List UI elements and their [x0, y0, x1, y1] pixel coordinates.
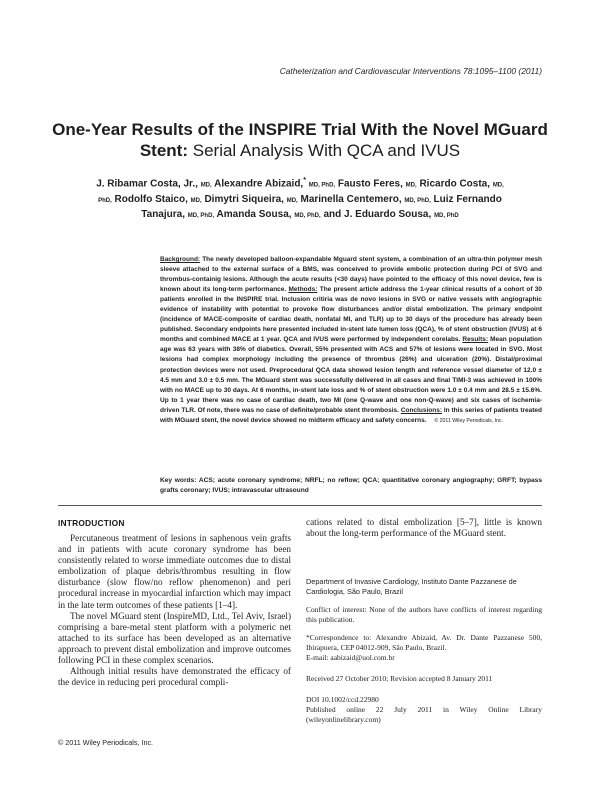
author-degree: MD, PhD,	[404, 197, 431, 204]
author-name: Dimytri Siqueira,	[204, 193, 284, 205]
author-degree: MD, PhD,	[98, 182, 504, 204]
affiliation-note: Department of Invasive Cardiology, Instituto Dante Pazzanese de Cardiologia, São Paulo, Brazil	[306, 577, 517, 596]
publication-note	[306, 695, 542, 725]
title-subtitle: Serial Analysis With QCA and IVUS	[192, 141, 461, 160]
author-name: Luiz Fernando Tanajura,	[141, 193, 502, 220]
abstract-results: Mean population age was 63 years with 38% of diabetics. Overall, 55% presented with ACS and 57% of lesions were located in SVG. Most lesions had complex morphology including the presence of thrombus (26%) and ulceration (20%). Distal/proximal protection devices were not used. Preprocedural QCA data showed lesion length and reference vessel diameter of 12.0 ± 4.5 mm and 3.0 ± 0.5 mm. The MGuard stent was successfully delivered in all cases and final TIMI-3 was achieved in 100% with no MACE up to 30 days. At 6 months, in-stent late loss and % of stent obstruction were 1.0 ± 0.4 mm and 28.5 ± 15.6%. Up to 1 year there was no case of cardiac death, two MI (one Q-wave and one non-Q-wave) and six cases of ischemia-driven TLR. Of note, there was no case of definite/probable stent thrombosis.	[160, 336, 542, 414]
introduction-heading: INTRODUCTION	[58, 518, 125, 528]
abstract-results-label: Results:	[462, 336, 489, 344]
doi: DOI 10.1002/ccd.22980	[306, 695, 379, 704]
conflict-of-interest-note: Conflict of interest: None of the authors have conflicts of interest regarding this publication.	[306, 605, 542, 624]
abstract-methods: The present article address the 1-year clinical results of a cohort of 30 patients enrolled in the INSPIRE trial. Inclusion critiria was de novo lesions in SVG or native vessels with angiographic evidence of instability with potential to provoke flow disturbances and/or distal embolization. The primary endpoint (incidence of MACE-composite of cardiac death, nonfatal MI, and TLR) up to 30 days of the procedure has already been published. Secondary endpoints here presented included in-stent late lumen loss (QCA), % of stent obstruction (IVUS) at 6 months and combined MACE at 1 year. QCA and IVUS were performed by independent corelabs.	[160, 286, 543, 344]
correspondence-address: *Correspondence to: Alexandre Abizaid, Av. Dr. Dante Pazzanese 500, Ibirapuera, CEP 04012-909, São Paulo, Brazil.	[306, 633, 542, 652]
author-degree: MD,	[200, 182, 212, 189]
author-name: Rodolfo Staico,	[114, 193, 188, 205]
published-online: Published online 22 July 2011 in Wiley Online Library (wileyonlinelibrary.com)	[306, 704, 542, 724]
received-note: Received 27 October 2010; Revision accepted 8 January 2011	[306, 674, 493, 683]
author-degree: MD,	[286, 197, 298, 204]
abstract-conclusions: In this series of patients treated with MGuard stent, the novel device showed no midterm efficacy and safety concerns.	[160, 406, 542, 424]
correspondence-note	[306, 633, 542, 663]
abstract-conclusions-label: Conclusions:	[400, 406, 442, 414]
title-main: One-Year Results of the INSPIRE Trial With the Novel MGuard Stent:	[52, 120, 548, 160]
abstract-copyright: © 2011 Wiley Periodicals, Inc.	[434, 417, 503, 424]
section-divider	[58, 505, 542, 506]
abstract	[160, 255, 542, 426]
author-degree: MD, PhD,	[294, 212, 321, 219]
abstract-methods-label: Methods:	[288, 286, 318, 294]
abstract-background: The newly developed balloon-expandable Mguard stent system, a combination of an ultra-thin polymer mesh sleeve attached to the external surface of a BMS, was conceived to provide embolic protection during PCI of SVG and thrombus-containig lesions. Although the acute results (<30 days) have pointed to the efficacy of this novel device, few is known about its long-term performance.	[160, 256, 542, 294]
author-name: and J. Eduardo Sousa,	[323, 208, 432, 220]
footer-copyright: © 2011 Wiley Periodicals, Inc.	[58, 738, 154, 747]
author-degree: MD,	[405, 182, 417, 189]
introduction-left-column	[58, 533, 291, 688]
author-name: J. Ribamar Costa, Jr.,	[96, 178, 198, 190]
intro-paragraph-2: The novel MGuard stent (InspireMD, Ltd., Tel Aviv, Israel) comprising a bare-metal stent platform with a polymeric net attached to its surface has been developed as an alternative approach to prevent distal embolization and improve outcomes following PCI in these complex scenarios.	[58, 610, 291, 666]
author-footnote-mark: *	[303, 177, 306, 184]
author-degree: MD, PhD,	[187, 212, 215, 219]
intro-paragraph-3: Although initial results have demonstrated the efficacy of the device in reducing peri procedural compli-	[58, 666, 291, 688]
author-name: Amanda Sousa,	[216, 208, 292, 220]
correspondence-email: E-mail: aabizaid@uol.com.br	[306, 652, 395, 662]
keywords: Key words: ACS; acute coronary syndrome; NRFL; no reflow; QCA; quantitative coronary angiography; GRFT; bypass grafts coronary; IVUS; intravascular ultrasound	[160, 477, 542, 495]
article-title	[40, 119, 560, 161]
author-name: Marinella Centemero,	[300, 193, 402, 205]
introduction-right-column: cations related to distal embolization [5–7], little is known about the long-term performance of the MGuard stent.	[306, 517, 542, 539]
journal-citation: Catheterization and Cardiovascular Interventions 78:1095–1100 (2011)	[279, 66, 542, 76]
author-list	[90, 174, 510, 223]
intro-paragraph-1: Percutaneous treatment of lesions in saphenous vein grafts and in patients with acute coronary syndrome has been consistently related to worse immediate outcomes due to distal embolization of plaque debris/thrombus resulting in flow disturbance (slow flow/no reflow phenomenon) and peri procedural increase in myocardial infarction which may impact in the late term outcomes of these patients [1–4].	[58, 533, 291, 610]
abstract-background-label: Background:	[160, 256, 201, 263]
author-name: Alexandre Abizaid,	[214, 178, 304, 190]
author-degree: MD,	[190, 197, 202, 204]
author-name: Fausto Feres,	[337, 178, 403, 190]
author-degree: MD, PhD,	[308, 182, 336, 189]
author-degree: MD, PhD	[434, 212, 459, 219]
author-name: Ricardo Costa,	[419, 178, 491, 190]
